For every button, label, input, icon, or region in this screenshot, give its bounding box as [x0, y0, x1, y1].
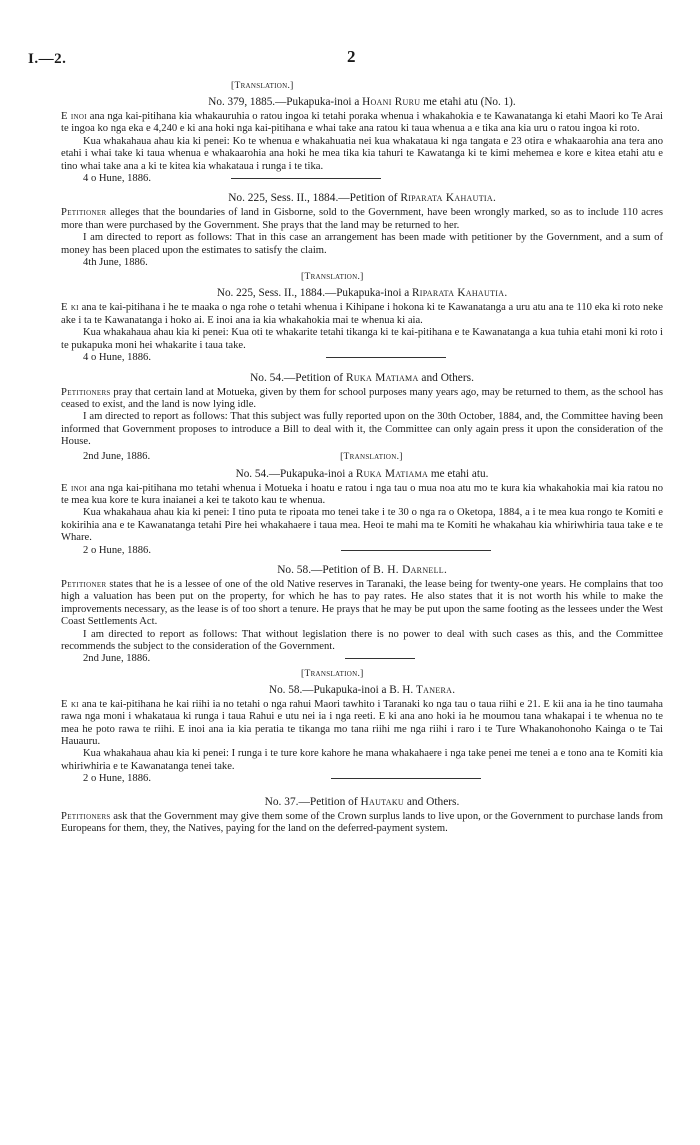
page-number: 2 — [347, 47, 356, 66]
report-text: I am directed to report as follows: That without legislation there is no power to deal with such cases as this, and the Committee recommends the subject to the consideration of the Government. — [61, 628, 663, 652]
petition-text: E inoi ana nga kai-pitihana kia whakauruhia o ratou ingoa ki tetahi poraka whenua i whakahokia e te Kawanatanga ki etahi Maori ko Te Arai te ingoa ko nga eka e 4,240 e ki ana hoki nga kai-pitihana e whai take ana ratou ki taua whenua a e tika ana kia uru o ratou ingoa ki roto. — [61, 111, 663, 135]
petition-text: Petitioners pray that certain land at Motueka, given by them for school purposes many years ago, may be returned to them, as the school has ceased to exist, and the land is now lying idle. — [61, 386, 663, 410]
petition-heading: No. 379, 1885.—Pukapuka-inoi a Hoani Ruru me etahi atu (No. 1). — [208, 96, 516, 108]
report-text: Kua whakahaua ahau kia ki penei: I tino puta te ripoata mo tenei take i te 30 o nga ra o Oketopa, 1884, a i te mea kua rongo te Komiti e kokirihia ana e te Kawanatanga tetahi Pire hei whakahaere i taua mea. Heoi te mahi ma te Komiti he whakahau kia whiriwhiria taua take e te Whare. — [61, 507, 663, 544]
report-date: 2nd June, 1886. [Translation.] — [83, 450, 403, 462]
report-date: 2nd June, 1886. — [61, 653, 663, 665]
report-date: 2 o Hune, 1886. — [61, 545, 663, 557]
report-text: I am directed to report as follows: That this subject was fully reported upon on the 30th October, 1884, and, the Committee having been informed that Government proposes to introduce a Bill to deal with it, the Committee can only again press it upon the consideration of the House. — [61, 411, 663, 448]
petition-heading: No. 58.—Petition of B. H. Darnell. — [277, 563, 447, 576]
report-text: Kua whakahaua ahau kia ki penei: Kua oti te whakarite tetahi tikanga ki te kai-pitihana e te Kawanatanga a kua tuhia etahi moni ki roto i te pukapuka moni hei whakarite i taua take. — [61, 327, 663, 351]
report-text: I am directed to report as follows: That in this case an arrangement has been made with petitioner by the Government, and a sum of money has been placed upon the estimates to satisfy the claim. — [61, 232, 663, 256]
petitioner-name: Ruka Matiama — [355, 467, 429, 480]
petitioner-name: Hautaku — [360, 795, 404, 808]
translation-label: [Translation.] — [301, 668, 364, 679]
petition-text: E ki ana te kai-pitihana i he te maaka o nga rohe o tetahi whenua i Kihipane i hokona ki te Kawanatanga a uru atu ana te 110 eka ki roto neke ake i ta te Kawanatanga i hoko ai. E inoi ana ia kia whakahokia mai te whenua ki aia. — [61, 302, 663, 326]
divider — [326, 357, 446, 358]
petitioner-name: Ruka Matiama — [345, 371, 419, 384]
petition-text: Petitioners ask that the Government may give them some of the Crown surplus lands to live upon, or the Government to purchase lands from Europeans for them, they, the Natives, paying for the land on the deferred-payment system. — [61, 810, 663, 835]
petition-heading: No. 54.—Pukapuka-inoi a Ruka Matiama me etahi atu. — [235, 467, 489, 480]
petitioner-name: Tanera — [415, 683, 453, 696]
translation-label: [Translation.] — [231, 81, 294, 91]
report-date: 4 o Hune, 1886. — [61, 173, 663, 185]
divider — [331, 778, 481, 779]
petition-heading: No. 225, Sess. II., 1884.—Pukapuka-inoi a Riparata Kahautia. — [216, 287, 508, 300]
report-text: Kua whakahaua ahau kia ki penei: Ko te whenua e whakahuatia nei kua whakataua ki nga tangata e 23 otira e whakaarohia ana tera ano etahi i whai take ki taua whenua e whakaarohia ana hoki he mea tika kia tahuri te Kawatanga ki te kimi mehemea e kore e kitea etahi atu e tino whai take ana a ki te kitea kia whakataua i runga i te tika. — [61, 135, 663, 172]
report-date: 4 o Hune, 1886. — [61, 352, 663, 364]
petitioner-name: Riparata Kahautia — [412, 287, 505, 300]
report-date: 2 o Hune, 1886. — [61, 773, 663, 785]
petition-heading: No. 37.—Petition of Hautaku and Others. — [264, 795, 460, 808]
divider — [231, 178, 381, 179]
divider — [345, 658, 415, 659]
petition-heading: No. 54.—Petition of Ruka Matiama and Others. — [250, 371, 474, 384]
translation-label: [Translation.] — [301, 272, 364, 283]
divider — [341, 550, 491, 551]
petition-text: Petitioner alleges that the boundaries of land in Gisborne, sold to the Government, have been wrongly marked, so as to include 110 acres more than were purchased by the Government. She prays that the land may be returned to her. — [61, 207, 663, 231]
petition-heading: No. 58.—Pukapuka-inoi a B. H. Tanera. — [269, 683, 455, 696]
petitioner-name: Hoani Ruru — [362, 96, 421, 108]
page-content — [61, 80, 663, 835]
translation-label: [Translation.] — [340, 451, 403, 462]
petitioner-name: Riparata Kahautia — [400, 192, 493, 205]
petition-text: E ki ana te kai-pitihana he kai riihi ia no tetahi o nga rahui Maori tawhito i Taranaki ko nga tau o taua riihi e 21. E kii ana ia he tino taumaha rawa nga moni i whakataua ki runga i taua Rahui e utu nei ia i nga reeti. E ki ana ano hoki ia he moumou tana whakapai i te whenua no te mea he poto rawa te riihi. E inoi ana ia kia peratia te tikanga mo tana riihi me nga riihi i raro i te Ture Whakanohonoho Kainga o te Tai Hauauru. — [61, 698, 663, 748]
petitioner-name: B. H. Darnell — [373, 563, 444, 576]
report-date: 4th June, 1886. — [83, 257, 148, 269]
petition-text: Petitioner states that he is a lessee of one of the old Native reserves in Taranaki, the lease being for twenty-one years. He complains that too high a valuation has been put on the property, for which he has to pay rates. He also states that it is not worth his while to make the improvements necessary, as the lease is of too short a tenure. He prays that he may be put upon the same footing as the lessees under the West Coast Settlements Act. — [61, 578, 663, 628]
paper-reference: I.—2. — [28, 51, 67, 67]
petition-text: E inoi ana nga kai-pitihana mo tetahi whenua i Motueka i hoatu e ratou i nga tau o mua noa atu mo te kura kia whakahokia mai kia ratou no te mea kua kore te kura inaianei a kei te takoto kau te whenua. — [61, 482, 663, 506]
report-text: Kua whakahaua ahau kia ki penei: I runga i te ture kore kahore he mana whakahaere i nga take penei me tenei a e tono ana te Komiti kia whiriwhiria e te Kawanatanga tenei take. — [61, 748, 663, 772]
petition-heading: No. 225, Sess. II., 1884.—Petition of Riparata Kahautia. — [228, 192, 496, 205]
